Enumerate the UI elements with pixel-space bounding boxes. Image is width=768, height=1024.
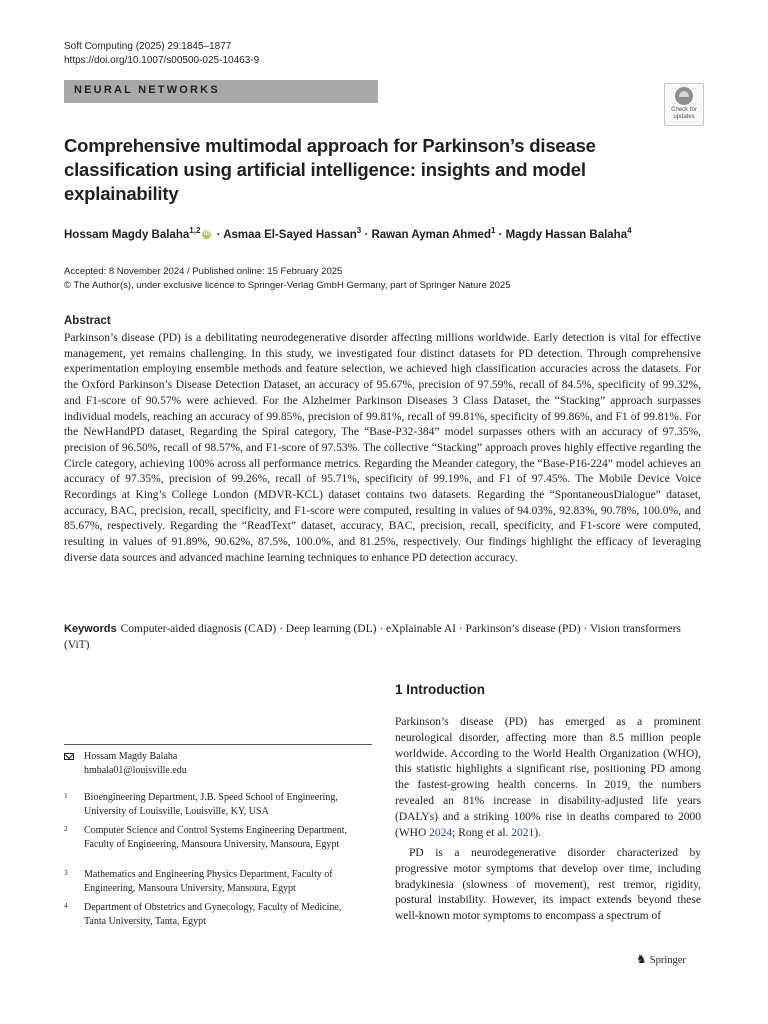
author-separator: · xyxy=(213,228,224,241)
springer-horse-icon: ♞ xyxy=(636,952,647,966)
affiliation-number: 4 xyxy=(64,901,68,910)
affiliation-text: Mathematics and Engineering Physics Department, Faculty of Engineering, Mansoura University, Mansoura, Egypt xyxy=(84,869,333,894)
orcid-icon[interactable]: iD xyxy=(203,231,210,238)
affiliation-number: 3 xyxy=(64,868,68,877)
check-for-updates-button[interactable] xyxy=(664,83,704,126)
author-affiliation-sup: 1 xyxy=(490,226,496,235)
keywords xyxy=(64,621,701,653)
author-name[interactable]: Asmaa El-Sayed Hassan xyxy=(223,228,357,241)
paper-title: Comprehensive multimodal approach for Parkinson’s disease classification using artificial intelligence: insights and model explainability xyxy=(64,135,596,204)
author-affiliation-sup: 1,2 xyxy=(189,226,201,235)
doi-link[interactable]: https://doi.org/10.1007/s00500-025-10463-9 xyxy=(64,55,260,66)
author-separator: · xyxy=(361,228,372,241)
intro-paragraph: Parkinson’s disease (PD) has emerged as a prominent neurological disorder, affecting more than 8.5 million people worldwide. According to the World Health Organization (WHO), this statistic highlights a significant rise, positioning PD among the fastest-growing health concerns. In 2019, the numbers revealed an 81% increase in disability-adjusted life years (DALYs) and a striking 100% rise in deaths compared to 2000 (WHO 2024; Rong et al. 2021). xyxy=(395,716,701,839)
affiliation-text: Computer Science and Control Systems Engineering Department, Faculty of Engineering, Mansoura University, Mansoura, Egypt xyxy=(84,825,347,850)
keywords-label: Keywords xyxy=(64,623,117,635)
author-name[interactable]: Hossam Magdy Balaha xyxy=(64,228,190,241)
section-banner xyxy=(64,80,378,103)
author-separator: · xyxy=(495,228,506,241)
affiliation-number: 2 xyxy=(64,824,68,833)
publisher-name: Springer xyxy=(649,955,686,966)
crossmark-text: Check for updates xyxy=(671,107,697,120)
keywords-list: Computer-aided diagnosis (CAD) · Deep learning (DL) · eXplainable AI · Parkinson’s disease (PD) · Vision transformers (ViT) xyxy=(64,623,681,651)
copyright-notice: © The Author(s), under exclusive licence to Springer-Verlag GmbH Germany, part of Springer Nature 2025 xyxy=(64,280,511,291)
publisher-logo xyxy=(636,952,686,967)
abstract-heading: Abstract xyxy=(64,315,111,327)
author-affiliation-sup: 3 xyxy=(356,226,362,235)
affiliation-text: Department of Obstetrics and Gynecology, Faculty of Medicine, Tanta University, Tanta, Egypt xyxy=(84,902,342,927)
journal-citation: Soft Computing (2025) 29:1845–1877 xyxy=(64,41,232,52)
author-name[interactable]: Rawan Ayman Ahmed xyxy=(371,228,491,241)
publication-info xyxy=(64,265,511,293)
corresponding-author-name: Hossam Magdy Balaha xyxy=(84,751,178,762)
author-name[interactable]: Magdy Hassan Balaha xyxy=(505,228,628,241)
author-affiliation-sup: 4 xyxy=(627,226,632,235)
citation-link[interactable]: 2024 xyxy=(429,826,453,839)
citation-link[interactable]: 2021 xyxy=(511,826,535,839)
author-list xyxy=(64,226,632,241)
journal-info xyxy=(64,40,259,68)
corresponding-author-email[interactable]: hmbala01@louisville.edu xyxy=(84,765,187,776)
crossmark-icon xyxy=(675,87,693,105)
affiliation-number: 1 xyxy=(64,791,68,800)
abstract-text: Parkinson’s disease (PD) is a debilitating neurodegenerative disorder affecting millions worldwide. Early detection is vital for effective management, yet remains challenging. In this study, we investigated four distinct datasets for PD detection. Through comprehensive experimentation employing ensemble methods and feature selection, we achieved high classification accuracies across the datasets. For the Oxford Parkinson’s Disease Detection Dataset, an accuracy of 95.67%, precision of 97.59%, recall of 84.5%, specificity of 99.32%, and F1-score of 90.57% were achieved. For the Alzheimer Parkinson Diseases 3 Class Dataset, the “Stacking” approach surpasses individual models, reaching an accuracy of 99.85%, precision of 99.81%, recall of 99.81%, specificity of 99.86%, and F1 of 99.81%. For the NewHandPD dataset, Regarding the Spiral category, The “Base-P32-384” model surpasses others with an accuracy of 97.35%, precision of 96.50%, recall of 98.57%, and F1-score of 97.53%. The collective “Stacking” approach proves highly effective regarding the Circle category, achieving 100% across all performance metrics. Regarding the Meander category, the “Base-P16-224” model achieves an accuracy of 97.35%, precision of 99.26%, recall of 95.71%, specificity of 99.19%, and F1 of 97.45%. The Mobile Device Voice Recordings at King’s College London (MDVR-KCL) dataset contains two datasets. Regarding the “SpontaneousDialogue” dataset, accuracy, BAC, precision, recall, specificity, and F1-score were computed, resulting in values of 94.03%, 92.83%, 90.78%, 100.0%, and 85.67%, respectively. Regarding the “ReadText” dataset, accuracy, BAC, precision, recall, specificity, and F1-score were computed, resulting in values of 91.89%, 90.62%, 87.5%, 100.0%, and 81.25%, respectively. Our findings highlight the efficacy of leveraging diverse data sources and advanced machine learning techniques to enhance PD detection accuracy. xyxy=(64,332,701,564)
affiliation-text: Bioengineering Department, J.B. Speed School of Engineering, University of Louisville, Louisville, KY, USA xyxy=(84,792,338,817)
intro-paragraph: PD is a neurodegenerative disorder characterized by progressive motor symptoms that develop over time, including bradykinesia (slowness of movement), rest tremor, rigidity, postural instability. However, its impact extends beyond these well-known motor symptoms to encompass a spectrum of xyxy=(395,847,701,923)
section-heading-introduction: 1 Introduction xyxy=(395,682,485,697)
footnote-divider xyxy=(64,744,372,745)
section-label: NEURAL NETWORKS xyxy=(74,84,220,96)
publication-dates: Accepted: 8 November 2024 / Published online: 15 February 2025 xyxy=(64,266,343,277)
email-icon xyxy=(64,753,74,760)
corresponding-author xyxy=(64,750,364,778)
